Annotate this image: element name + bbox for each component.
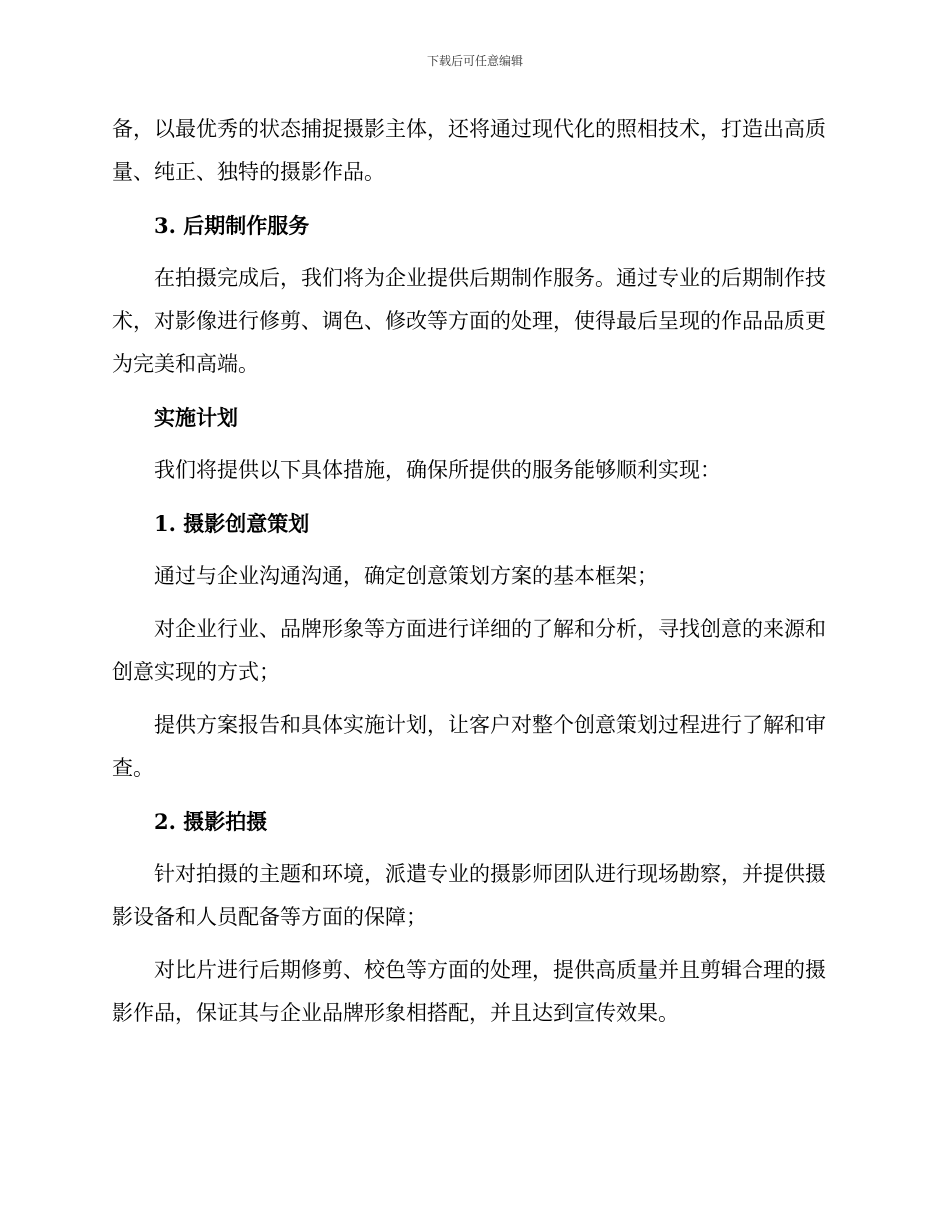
- paragraph-photography-2: 对比片进行后期修剪、校色等方面的处理，提供高质量并且剪辑合理的摄影作品，保证其与企业品牌形象相搭配，并且达到宣传效果。: [112, 958, 826, 1025]
- paragraph-creative-planning-2: 对企业行业、品牌形象等方面进行详细的了解和分析，寻找创意的来源和创意实现的方式；: [112, 617, 826, 684]
- paragraph-creative-planning-1: 通过与企业沟通沟通，确定创意策划方案的基本框架；: [154, 564, 658, 588]
- section-heading-creative-planning: 1. 摄影创意策划: [154, 511, 310, 536]
- paragraph-creative-planning-3: 提供方案报告和具体实施计划，让客户对整个创意策划过程进行了解和审查。: [112, 713, 826, 780]
- paragraph-photography-1: 针对拍摄的主题和环境，派遣专业的摄影师团队进行现场勘察，并提供摄影设备和人员配备等方面的保障；: [112, 862, 826, 929]
- paragraph-continued: 备，以最优秀的状态捕捉摄影主体，还将通过现代化的照相技术，打造出高质量、纯正、独特的摄影作品。: [112, 117, 826, 184]
- section-heading-implementation-plan: 实施计划: [154, 405, 238, 430]
- section-heading-photography: 2. 摄影拍摄: [154, 809, 268, 834]
- section-heading-post-production: 3. 后期制作服务: [154, 213, 310, 238]
- paragraph-post-production: 在拍摄完成后，我们将为企业提供后期制作服务。通过专业的后期制作技术，对影像进行修剪、调色、修改等方面的处理，使得最后呈现的作品品质更为完美和高端。: [112, 266, 826, 376]
- page-header: 下载后可任意编辑: [426, 54, 523, 68]
- paragraph-implementation-intro: 我们将提供以下具体措施，确保所提供的服务能够顺利实现：: [154, 458, 721, 482]
- document-body: [112, 108, 832, 1035]
